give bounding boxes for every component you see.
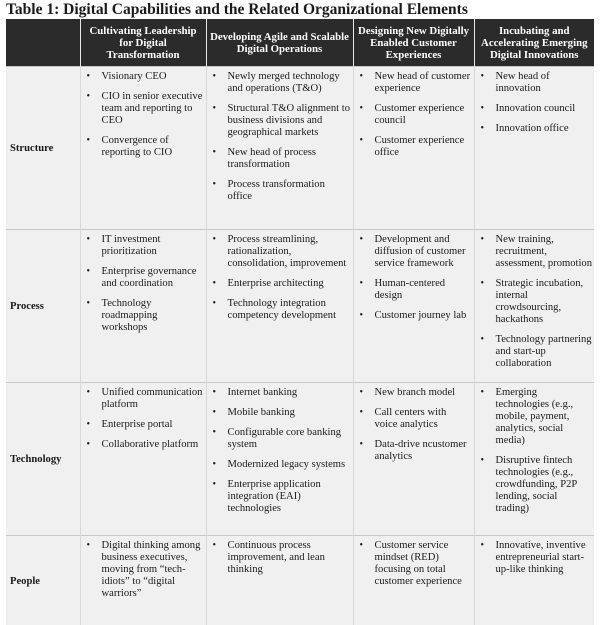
list-item: • Innovation office	[475, 123, 593, 135]
table-cell	[353, 67, 474, 230]
header-customer-experiences: Designing New Digitally Enabled Customer Experiences	[353, 19, 474, 67]
row-label: Process	[6, 230, 80, 383]
list-item: • Internet banking	[207, 387, 351, 399]
header-corner	[6, 19, 80, 67]
list-item: • Visionary CEO	[81, 71, 204, 83]
list-item: • IT investment prioritization	[81, 234, 204, 258]
list-item: • Process streamlining, rationalization, consolidation, improvement	[207, 234, 351, 270]
table-row-people	[6, 536, 594, 625]
list-item: • Technology partnering and start-up collaboration	[475, 334, 593, 370]
header-innovations: Incubating and Accelerating Emerging Digital Innovations	[474, 19, 594, 67]
list-item: • Unified communication platform	[81, 387, 204, 411]
list-item: • Configurable core banking system	[207, 427, 351, 451]
row-label: Technology	[6, 383, 80, 536]
table-cell	[206, 536, 353, 625]
table-cell	[80, 230, 206, 383]
list-item: • Structural T&O alignment to business divisions and geographical markets	[207, 103, 351, 139]
list-item: • Mobile banking	[207, 407, 351, 419]
list-item: • Modernized legacy systems	[207, 459, 351, 471]
list-item: • Customer service mindset (RED) focusing on total customer experience	[354, 540, 472, 588]
list-item: • Emerging technologies (e.g., mobile, payment, analytics, social media)	[475, 387, 593, 447]
list-item: • Development and diffusion of customer service framework	[354, 234, 472, 270]
list-item: • Customer journey lab	[354, 310, 472, 322]
list-item: • Innovation council	[475, 103, 593, 115]
table-cell	[80, 383, 206, 536]
list-item: • Customer experience council	[354, 103, 472, 127]
list-item: • Collaborative platform	[81, 439, 204, 451]
table-row-process	[6, 230, 594, 383]
list-item: • New branch model	[354, 387, 472, 399]
list-item: • Technology roadmapping workshops	[81, 298, 204, 334]
list-item: • Strategic incubation, internal crowdsourcing, hackathons	[475, 278, 593, 326]
list-item: • Data-drive ncustomer analytics	[354, 439, 472, 463]
table-cell	[474, 230, 594, 383]
list-item: • Enterprise governance and coordination	[81, 266, 204, 290]
list-item: • Human-centered design	[354, 278, 472, 302]
list-item: • Enterprise portal	[81, 419, 204, 431]
list-item: • Customer experience office	[354, 135, 472, 159]
table-cell	[353, 230, 474, 383]
list-item: • Call centers with voice analytics	[354, 407, 472, 431]
list-item: • Enterprise application integration (EAI) technologies	[207, 479, 351, 515]
list-item: • CIO in senior executive team and reporting to CEO	[81, 91, 204, 127]
list-item: • Continuous process improvement, and lean thinking	[207, 540, 351, 576]
list-item: • New head of process transformation	[207, 147, 351, 171]
header-leadership: Cultivating Leadership for Digital Transformation	[80, 19, 206, 67]
list-item: • New head of innovation	[475, 71, 593, 95]
list-item: • Enterprise architecting	[207, 278, 351, 290]
capabilities-table	[6, 19, 594, 625]
row-label: People	[6, 536, 80, 625]
table-cell	[353, 536, 474, 625]
row-label: Structure	[6, 67, 80, 230]
header-operations: Developing Agile and Scalable Digital Operations	[206, 19, 353, 67]
list-item: • Newly merged technology and operations (T&O)	[207, 71, 351, 95]
list-item: • Technology integration competency development	[207, 298, 351, 322]
table-cell	[206, 67, 353, 230]
list-item: • Convergence of reporting to CIO	[81, 135, 204, 159]
list-item: • Process transformation office	[207, 179, 351, 203]
table-cell	[206, 383, 353, 536]
list-item: • New training, recruitment, assessment, promotion	[475, 234, 593, 270]
table-cell	[80, 536, 206, 625]
header-row	[6, 19, 594, 67]
table-cell	[206, 230, 353, 383]
table-cell	[474, 536, 594, 625]
table-row-technology	[6, 383, 594, 536]
list-item: • Disruptive fintech technologies (e.g., crowdfunding, P2P lending, social trading)	[475, 455, 593, 515]
table-cell	[474, 67, 594, 230]
table-title: Table 1: Digital Capabilities and the Related Organizational Elements	[6, 1, 468, 19]
list-item: • Innovative, inventive entrepreneurial start-up-like thinking	[475, 540, 593, 576]
table-row-structure	[6, 67, 594, 230]
list-item: • New head of customer experience	[354, 71, 472, 95]
table-cell	[353, 383, 474, 536]
table-cell	[80, 67, 206, 230]
table-cell	[474, 383, 594, 536]
list-item: • Digital thinking among business executives, moving from “tech-idiots” to “digital warriors”	[81, 540, 204, 600]
